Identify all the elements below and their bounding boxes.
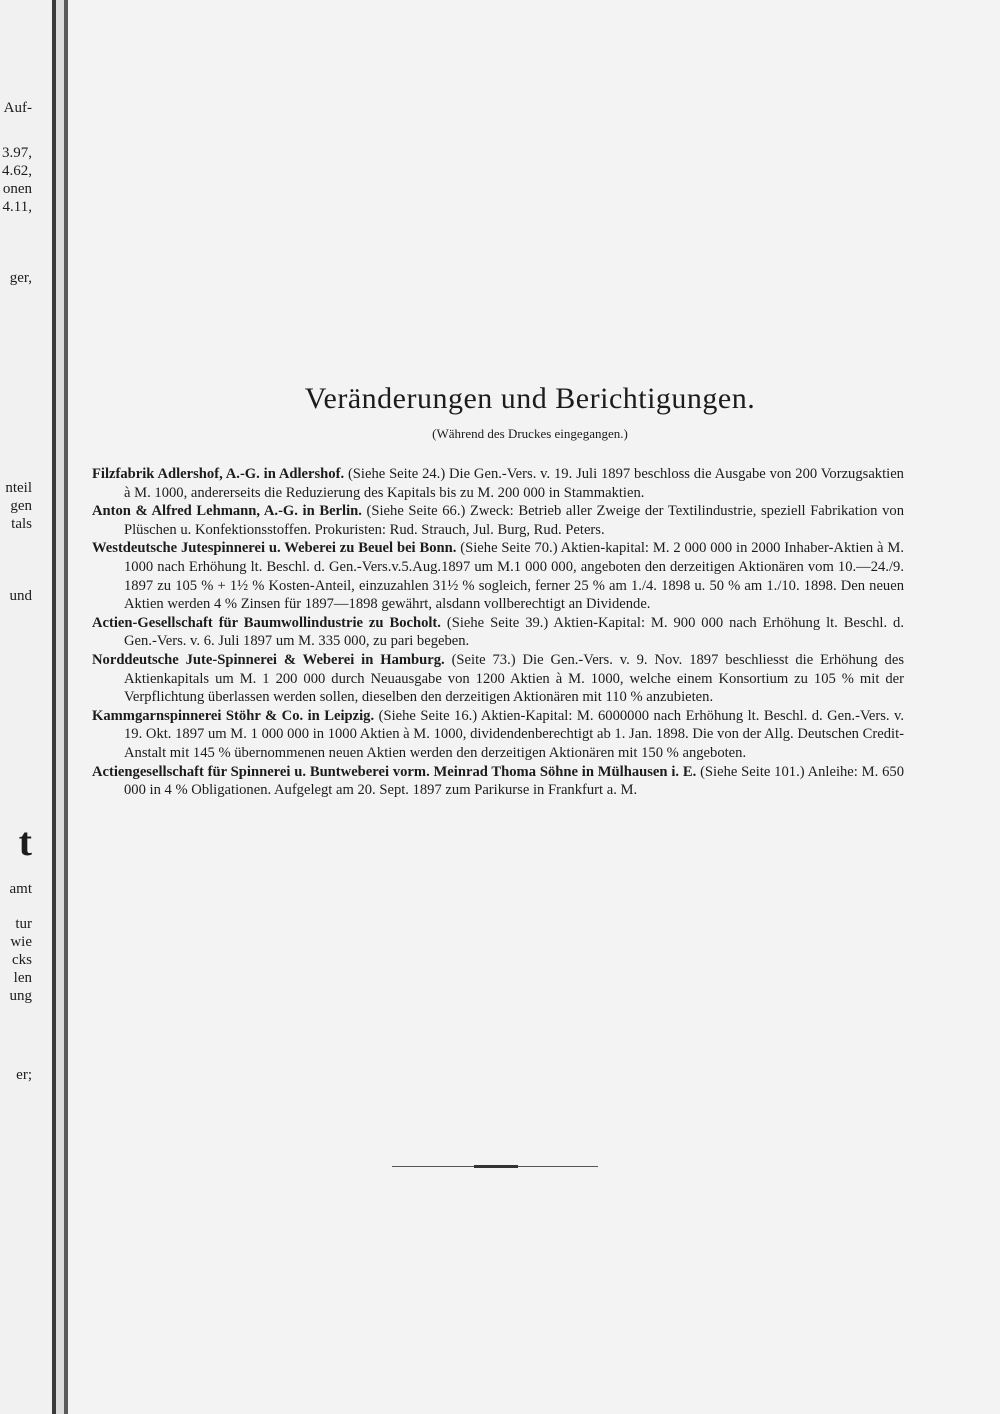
entry-body: (Siehe Seite 16.) Aktien-Kapital: M. 6000000 nach Erhöhung lt. Beschl. d. Gen.-Vers. v. 19. Okt. 1897 um M. 1 000 000 in 1000 Aktien à M. 1000, dividendenberechtigt ab 1. Jan. 1898. Die von der Allg. Deutschen Credit-Anstalt mit 145 % übernommenen neuen Aktien werden den derzeitigen Aktionären mit 150 % angeboten. [124, 707, 905, 761]
entry-body: (Siehe Seite 70.) Aktien-kapital: M. 2 000 000 in 2000 Inhaber-Aktien à M. 1000 nach Erhöhung lt. Beschl. d. Gen.-Vers.v.5.Aug.1897 um M.1 000 000, angeboten den derzeitigen Aktionären vom 10.—24./9. 1897 zu 105 % + 1½ % Kosten-Anteil, einzuzahlen 31½ % sogleich, ferner 25 % am 1./4. 1898 u. 50 % am 1./10. 1898. Den neuen Aktien werden 4 % Zinsen für 1897—1898 gewährt, alsdann vollberechtigt an Dividende. [124, 540, 904, 613]
left-page-fragment: er; [16, 1067, 32, 1083]
entry [92, 763, 904, 800]
entry-company-name: Actien-Gesellschaft für Baumwollindustrie zu Bocholt. [92, 614, 441, 631]
previous-page-strip [0, 0, 52, 1414]
left-page-fragment: 4.11, [2, 199, 32, 215]
left-page-fragment: nteil [5, 480, 32, 496]
entry [92, 539, 904, 613]
left-page-fragment: amt [9, 881, 32, 897]
entry [92, 502, 904, 539]
entry [92, 614, 904, 651]
entry-body: (Siehe Seite 66.) Zweck: Betrieb aller Zweige der Textilindustrie, speziell Fabrikation von Plüschen u. Konfektionsstoffen. Prokuristen: Rud. Strauch, Jul. Burg, Rud. Peters. [124, 503, 904, 538]
entry-company-name: Kammgarnspinnerei Stöhr & Co. in Leipzig. [92, 707, 375, 724]
left-page-big-fragment: t [18, 819, 32, 864]
left-page-fragment: len [13, 970, 32, 986]
left-page-fragment: gen [10, 498, 32, 514]
entry-body: (Seite 73.) Die Gen.-Vers. v. 9. Nov. 1897 beschliesst die Erhöhung des Aktienkapitals um M. 1 200 000 durch Neuausgabe von 1200 Aktien à M. 1000, welche einem Konsortium zu 105 % mit der Verpflichtung überlassen werden sollen, dieselben den derzeitigen Aktionären mit 110 % anzubieten. [124, 651, 904, 706]
left-page-fragment: cks [12, 952, 32, 968]
page-subtitle: (Während des Druckes eingegangen.) [432, 426, 628, 441]
left-page-fragment: und [9, 588, 32, 604]
page-title: Veränderungen und Berichtigungen. [304, 382, 756, 415]
entries-list [92, 465, 904, 800]
left-page-fragment: wie [10, 934, 32, 950]
left-page-fragment: 4.62, [2, 163, 32, 179]
entry-company-name: Norddeutsche Jute-Spinnerei & Weberei in Hamburg. [92, 651, 445, 668]
entry-body: (Siehe Seite 24.) Die Gen.-Vers. v. 19. Juli 1897 beschloss die Ausgabe von 200 Vorzugsaktien à M. 1000, andererseits die Reduzierung des Kapitals bis zu M. 200 000 in Stammaktien. [124, 466, 904, 501]
left-page-fragment: ger, [9, 270, 32, 286]
left-page-fragment: 3.97, [2, 145, 32, 161]
binding-gutter-light [56, 0, 64, 1414]
entry [92, 651, 904, 707]
entry-body: (Siehe Seite 101.) Anleihe: M. 650 000 in 4 % Obligationen. Aufgelegt am 20. Sept. 1897 zum Parikurse in Frankfurt a. M. [124, 763, 905, 799]
entry-company-name: Filzfabrik Adlershof, A.-G. in Adlershof. [92, 466, 345, 482]
entry-company-name: Actiengesellschaft für Spinnerei u. Buntweberei vorm. Meinrad Thoma Söhne in Mülhausen i. E. [92, 763, 697, 780]
left-page-fragment: Auf- [3, 100, 32, 116]
left-page-fragment: tals [11, 516, 32, 532]
entry [92, 465, 904, 502]
left-page-fragment: ung [9, 988, 32, 1004]
entry-company-name: Anton & Alfred Lehmann, A.-G. in Berlin. [92, 503, 362, 520]
entry-company-name: Westdeutsche Jutespinnerei u. Weberei zu Beuel bei Bonn. [92, 540, 457, 557]
closing-rule-center [474, 1165, 518, 1168]
entry-body: (Siehe Seite 39.) Aktien-Kapital: M. 900 000 nach Erhöhung lt. Beschl. d. Gen.-Vers. v. 6. Juli 1897 um M. 335 000, zu pari begeben. [124, 614, 904, 650]
left-page-fragment: onen [2, 181, 32, 197]
left-page-fragment: tur [15, 916, 32, 932]
entry [92, 707, 904, 763]
